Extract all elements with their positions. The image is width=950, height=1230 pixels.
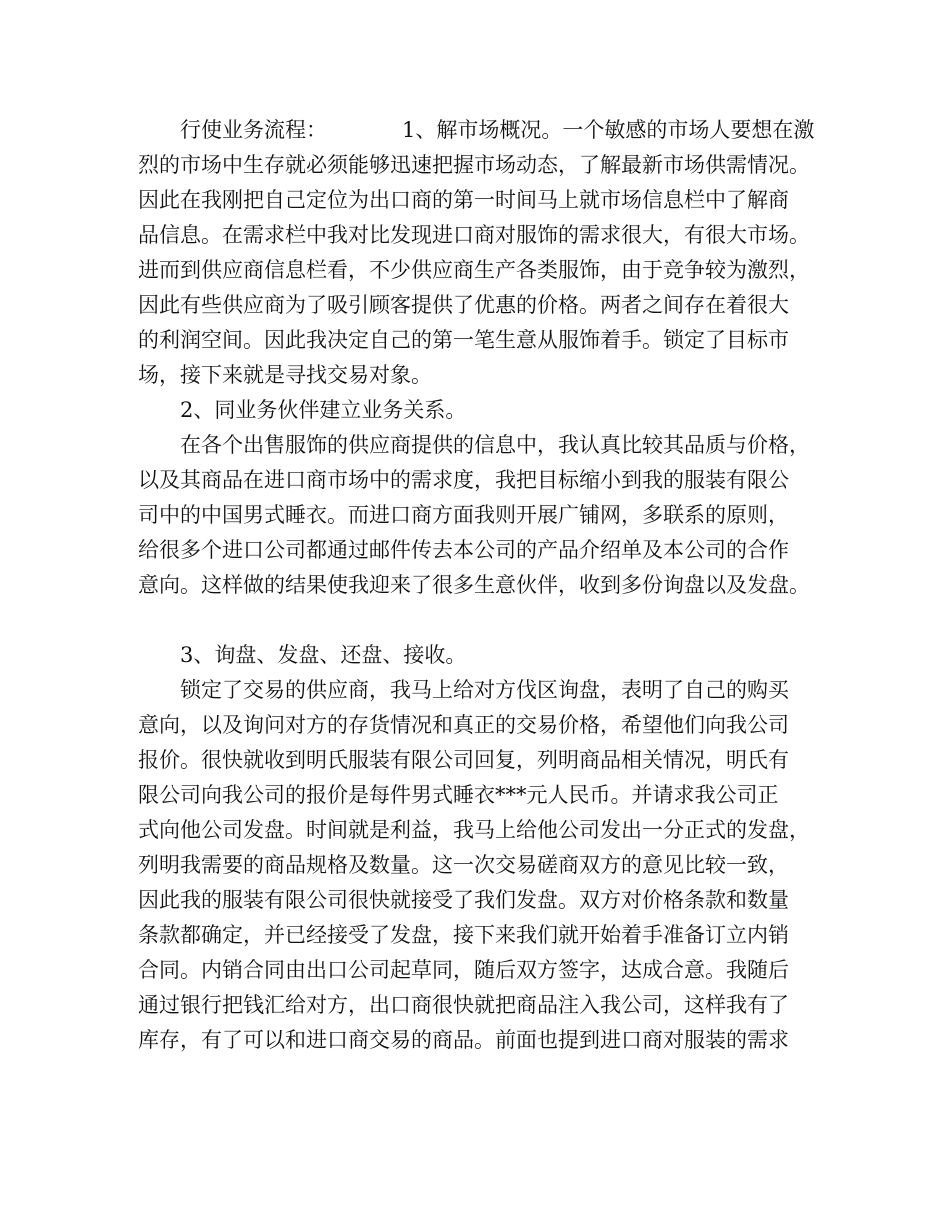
text-line: 因此我的服装有限公司很快就接受了我们发盘。双方对价格条款和数量 <box>138 888 789 912</box>
text-line: 因此有些供应商为了吸引顾客提供了优惠的价格。两者之间存在着很大 <box>138 293 789 317</box>
text-line: 给很多个进口公司都通过邮件传去本公司的产品介绍单及本公司的合作 <box>138 538 789 562</box>
process-heading: 行使业务流程： <box>180 118 327 142</box>
text-line: 司中的中国男式睡衣。而进口商方面我则开展广铺网，多联系的原则， <box>138 503 789 527</box>
text-line: 的利润空间。因此我决定自己的第一笔生意从服饰着手。锁定了目标市 <box>138 328 789 352</box>
text-line: 意向。这样做的结果使我迎来了很多生意伙伴，收到多份询盘以及发盘。 <box>138 573 810 597</box>
paragraph-1-first-line <box>138 113 828 148</box>
text-line: 以及其商品在进口商市场中的需求度，我把目标缩小到我的服装有限公 <box>138 468 789 492</box>
section-2-first-line: 在各个出售服饰的供应商提供的信息中，我认真比较其品质与价格， <box>180 433 810 457</box>
text-line: 列明我需要的商品规格及数量。这一次交易磋商双方的意见比较一致， <box>138 853 789 877</box>
text-line: 因此在我刚把自己定位为出口商的第一时间马上就市场信息栏中了解商 <box>138 188 789 212</box>
text-line: 库存，有了可以和进口商交易的商品。前面也提到进口商对服装的需求 <box>138 1028 789 1052</box>
text-line: 烈的市场中生存就必须能够迅速把握市场动态，了解最新市场供需情况。 <box>138 153 810 177</box>
text-line: 意向，以及询问对方的存货情况和真正的交易价格，希望他们向我公司 <box>138 713 789 737</box>
text-line: 通过银行把钱汇给对方，出口商很快就把商品注入我公司，这样我有了 <box>138 993 789 1017</box>
text-line: 式向他公司发盘。时间就是利益，我马上给他公司发出一分正式的发盘， <box>138 818 810 842</box>
text-line: 条款都确定，并已经接受了发盘，接下来我们就开始着手准备订立内销 <box>138 923 789 947</box>
paragraph-1-first-text: 1、解市场概况。一个敏感的市场人要想在激 <box>402 118 815 142</box>
text-line: 进而到供应商信息栏看，不少供应商生产各类服饰，由于竞争较为激烈， <box>138 258 810 282</box>
blank-line <box>138 603 828 638</box>
section-2-title: 2、同业务伙伴建立业务关系。 <box>180 398 467 422</box>
text-line: 品信息。在需求栏中我对比发现进口商对服饰的需求很大，有很大市场。 <box>138 223 810 247</box>
section-3-title: 3、询盘、发盘、还盘、接收。 <box>180 643 467 667</box>
text-line: 合同。内销合同由出口公司起草同，随后双方签字，达成合意。我随后 <box>138 958 789 982</box>
section-3-first-line: 锁定了交易的供应商，我马上给对方伐区询盘，表明了自己的购买 <box>180 678 789 702</box>
text-line: 报价。很快就收到明氏服装有限公司回复，列明商品相关情况，明氏有 <box>138 748 789 772</box>
text-line: 限公司向我公司的报价是每件男式睡衣***元人民币。并请求我公司正 <box>138 783 779 807</box>
document-body <box>138 113 828 1058</box>
text-line: 场，接下来就是寻找交易对象。 <box>138 363 432 387</box>
